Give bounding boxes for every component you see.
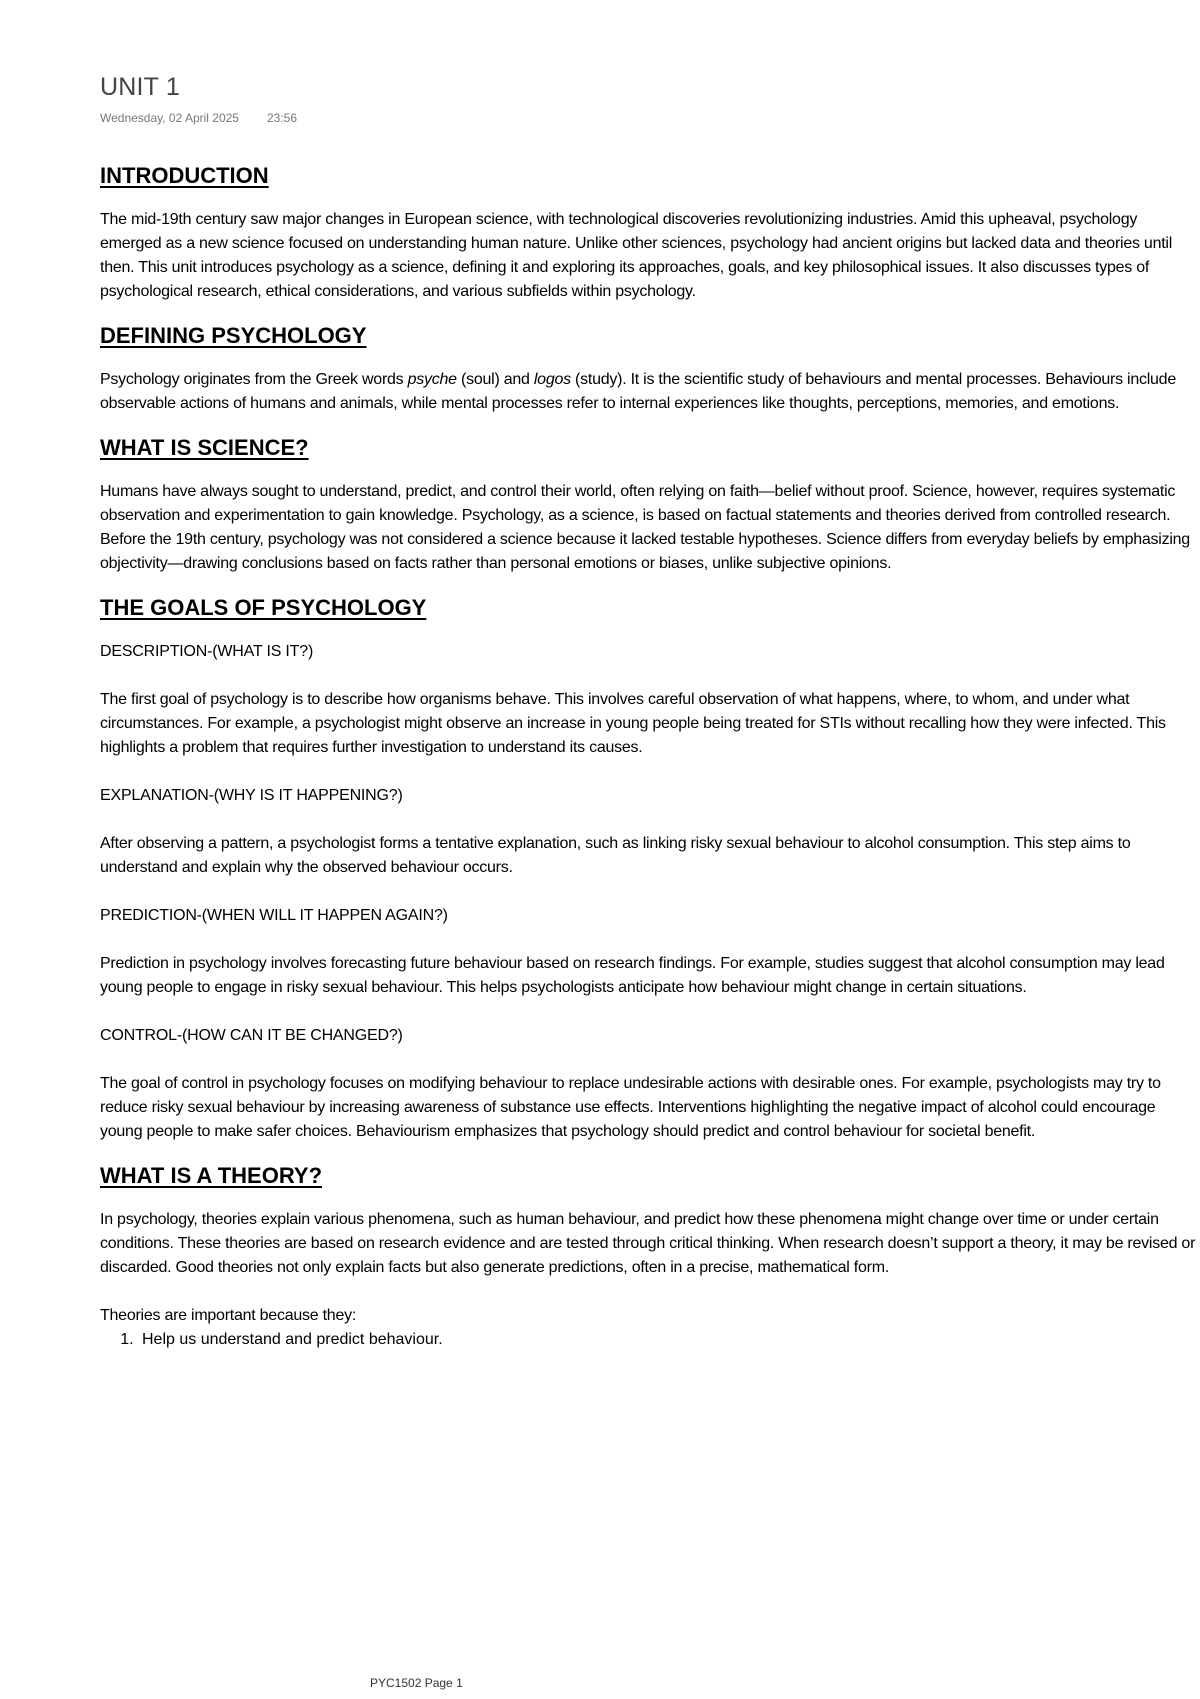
goal-control-text: The goal of control in psychology focuses on modifying behaviour to replace undesirable actions with desirable ones. For example, psychologists may try to reduce risky sexual behaviour by increasing awareness of substance use effects. Interventions highlighting the negative impact of alcohol could encourage young people to make safer choices. Behaviourism emphasizes that psychology should predict and control behaviour for societal benefit. (100, 1075, 1161, 1140)
page-timestamp (100, 108, 1200, 128)
theory-list-intro: Theories are important because they: (100, 1307, 357, 1324)
goal-control-label: CONTROL-(HOW CAN IT BE CHANGED?) (100, 1027, 403, 1044)
introduction-text: The mid-19th century saw major changes in European science, with technological discoveries revolutionizing industries. Amid this upheaval, psychology emerged as a new science focused on understanding human nature. Unlike other sciences, psychology had ancient origins but lacked data and theories until then. This unit introduces psychology as a science, defining it and exploring its approaches, goals, and key philosophical issues. It also discusses types of psychological research, ethical considerations, and various subfields within psychology. (100, 211, 1173, 300)
goal-explanation-label: EXPLANATION-(WHY IS IT HAPPENING?) (100, 787, 403, 804)
goal-explanation-text: After observing a pattern, a psychologist forms a tentative explanation, such as linking risky sexual behaviour to alcohol consumption. This step aims to understand and explain why the observed behaviour occurs. (100, 835, 1131, 876)
note-page (100, 70, 1200, 1352)
page-title: UNIT 1 (100, 73, 180, 101)
page-footer: PYC1502 Page 1 (370, 1676, 463, 1690)
term-psyche: psyche (407, 371, 457, 388)
defining-text-part-a: Psychology originates from the Greek words (100, 371, 408, 388)
page-time: 23:56 (266, 111, 298, 125)
theory-text: In psychology, theories explain various phenomena, such as human behaviour, and predict how these phenomena might change over time or under certain conditions. These theories are based on research evidence and are tested through critical thinking. When research doesn’t support a theory, it may be revised or discarded. Good theories not only explain facts but also generate predictions, often in a precise, mathematical form. (100, 1211, 1196, 1276)
goal-prediction-label: PREDICTION-(WHEN WILL IT HAPPEN AGAIN?) (100, 907, 448, 924)
heading-what-is-science: WHAT IS SCIENCE? (100, 435, 309, 460)
heading-defining-psychology: DEFINING PSYCHOLOGY (100, 323, 367, 348)
science-text: Humans have always sought to understand, predict, and control their world, often relying on faith—belief without proof. Science, however, requires systematic observation and experimentation to gain knowledge. Psychology, as a science, is based on factual statements and theories derived from controlled research. Before the 19th century, psychology was not considered a science because it lacked testable hypotheses. Science differs from everyday beliefs by emphasizing objectivity—drawing conclusions based on facts rather than personal emotions or biases, unlike subjective opinions. (100, 483, 1190, 572)
heading-what-is-a-theory: WHAT IS A THEORY? (100, 1163, 323, 1188)
heading-introduction: INTRODUCTION (100, 163, 269, 188)
goal-prediction-text: Prediction in psychology involves forecasting future behaviour based on research findings. For example, studies suggest that alcohol consumption may lead young people to engage in risky sexual behaviour. This helps psychologists anticipate how behaviour might change in certain situations. (100, 955, 1165, 996)
page-date: Wednesday, 02 April 2025 (100, 111, 239, 125)
defining-text-part-b: (soul) and (456, 371, 534, 388)
goal-description-label: DESCRIPTION-(WHAT IS IT?) (100, 643, 314, 660)
goal-description-text: The first goal of psychology is to describe how organisms behave. This involves careful observation of what happens, where, to whom, and under what circumstances. For example, a psychologist might observe an increase in young people being treated for STIs without recalling how they were infected. This highlights a problem that requires further investigation to understand its causes. (100, 691, 1166, 756)
defining-psychology-text (100, 368, 1200, 416)
heading-goals-of-psychology: THE GOALS OF PSYCHOLOGY (100, 595, 427, 620)
defining-text-part-c: (study). It is the scientific study of behaviours and mental processes. Behaviours include observable actions of humans and animals, while mental processes refer to internal experiences like thoughts, perceptions, memories, and emotions. (100, 371, 1176, 412)
list-item: 1. Help us understand and predict behaviour. (138, 1328, 1200, 1352)
term-logos: logos (533, 371, 571, 388)
theory-list (100, 1328, 1200, 1352)
